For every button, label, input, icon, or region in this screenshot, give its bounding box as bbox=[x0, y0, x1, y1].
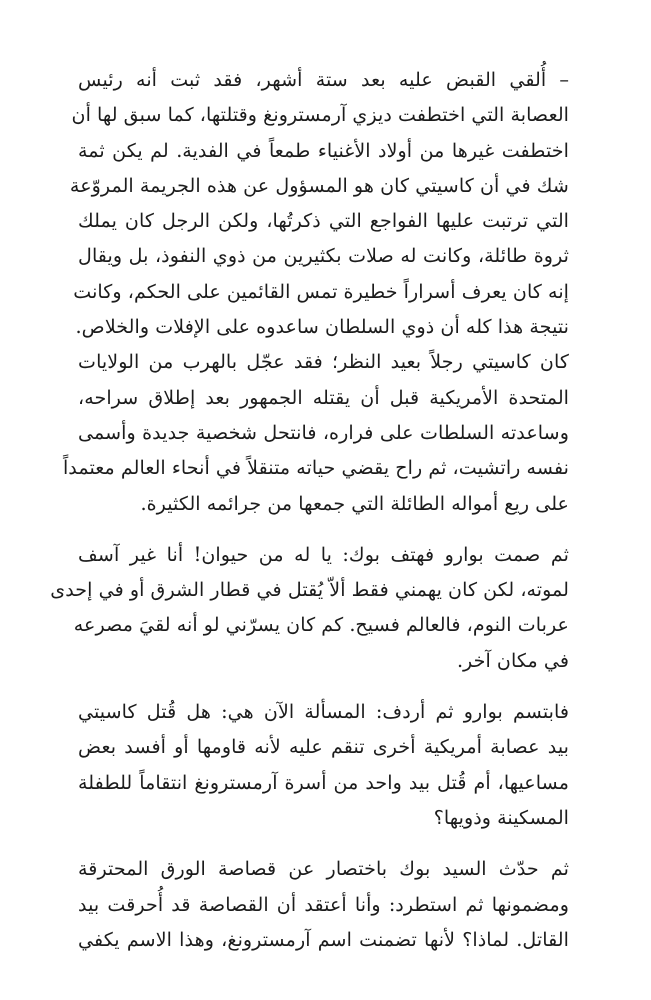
text-line: مساعيها، أم قُتل بيد واحد من أسرة آرمسترونغ انتقاماً للطفلة bbox=[78, 770, 569, 794]
text-line: العصابة التي اختطفت ديزي آرمسترونغ وقتلتها، كما سبق لها أن bbox=[71, 103, 569, 127]
text-line: اختطفت غيرها من أولاد الأغنياء طمعاً في الفدية. لم يكن ثمة bbox=[78, 138, 569, 162]
paragraph-spacing bbox=[78, 678, 569, 694]
text-line: التي ترتبت عليها الفواجع التي ذكرتُها، ولكن الرجل كان يملك bbox=[78, 209, 569, 233]
text-line: كان كاسيتي رجلاً بعيد النظر؛ فقد عجّل بالهرب من الولايات bbox=[78, 350, 569, 374]
text-line: القاتل. لماذا؟ لأنها تضمنت اسم آرمسترونغ، وهذا الاسم يكفي bbox=[78, 927, 569, 951]
text-line: وساعدته السلطات على فراره، فانتحل شخصية جديدة وأسمى bbox=[78, 420, 569, 444]
text-line: المتحدة الأمريكية قبل أن يقتله الجمهور بعد إطلاق سراحه، bbox=[78, 385, 569, 409]
text-line: المسكينة وذويها؟ bbox=[433, 805, 569, 829]
text-line: نتيجة هذا كله أن ذوي السلطان ساعدوه على الإفلات والخلاص. bbox=[75, 315, 569, 339]
text-line: ثم صمت بوارو فهتف بوك: يا له من حيوان! أنا غير آسف bbox=[78, 542, 569, 566]
text-line: في مكان آخر. bbox=[456, 648, 569, 672]
text-line: – أُلقي القبض عليه بعد ستة أشهر، فقد ثبت أنه رئيس bbox=[78, 68, 569, 91]
paragraph bbox=[78, 694, 569, 835]
text-line: إنه كان يعرف أسراراً خطيرة تمس القائمين على الحكم، وكانت bbox=[73, 279, 569, 303]
text-line: فابتسم بوارو ثم أردف: المسألة الآن هي: هل قُتل كاسيتي bbox=[78, 700, 569, 724]
text-line: عربات النوم، فالعالم فسيح. كم كان يسرّني لو أنه لقيَ مصرعه bbox=[73, 613, 569, 637]
text-line: ثروة طائلة، وكانت له صلات بكثيرين من ذوي النفوذ، بل ويقال bbox=[78, 244, 569, 268]
paragraph bbox=[78, 851, 569, 957]
text-line: على ريع أمواله الطائلة التي جمعها من جرائمه الكثيرة. bbox=[140, 491, 569, 515]
book-page bbox=[50, 62, 569, 1000]
paragraph-spacing bbox=[78, 521, 569, 537]
text-line: شك في أن كاسيتي كان هو المسؤول عن هذه الجريمة المروّعة bbox=[69, 173, 569, 197]
paragraph-spacing bbox=[78, 835, 569, 851]
text-line: ثم حدّث السيد بوك باختصار عن قصاصة الورق المحترقة bbox=[78, 857, 569, 881]
text-line: لموته، لكن كان يهمني فقط ألاّ يُقتل في قطار الشرق أو في إحدى bbox=[50, 578, 569, 602]
paragraph bbox=[62, 62, 569, 521]
text-line: بيد عصابة أمريكية أخرى تنقم عليه لأنه قاومها أو أفسد بعض bbox=[78, 735, 569, 759]
text-line: ومضمونها ثم استطرد: وأنا أعتقد أن القصاصة قد أُحرقت بيد bbox=[78, 892, 569, 916]
text-line: نفسه راتشيت، ثم راح يقضي حياته متنقلاً في أنحاء العالم معتمداً bbox=[62, 456, 569, 480]
paragraph bbox=[50, 537, 569, 678]
